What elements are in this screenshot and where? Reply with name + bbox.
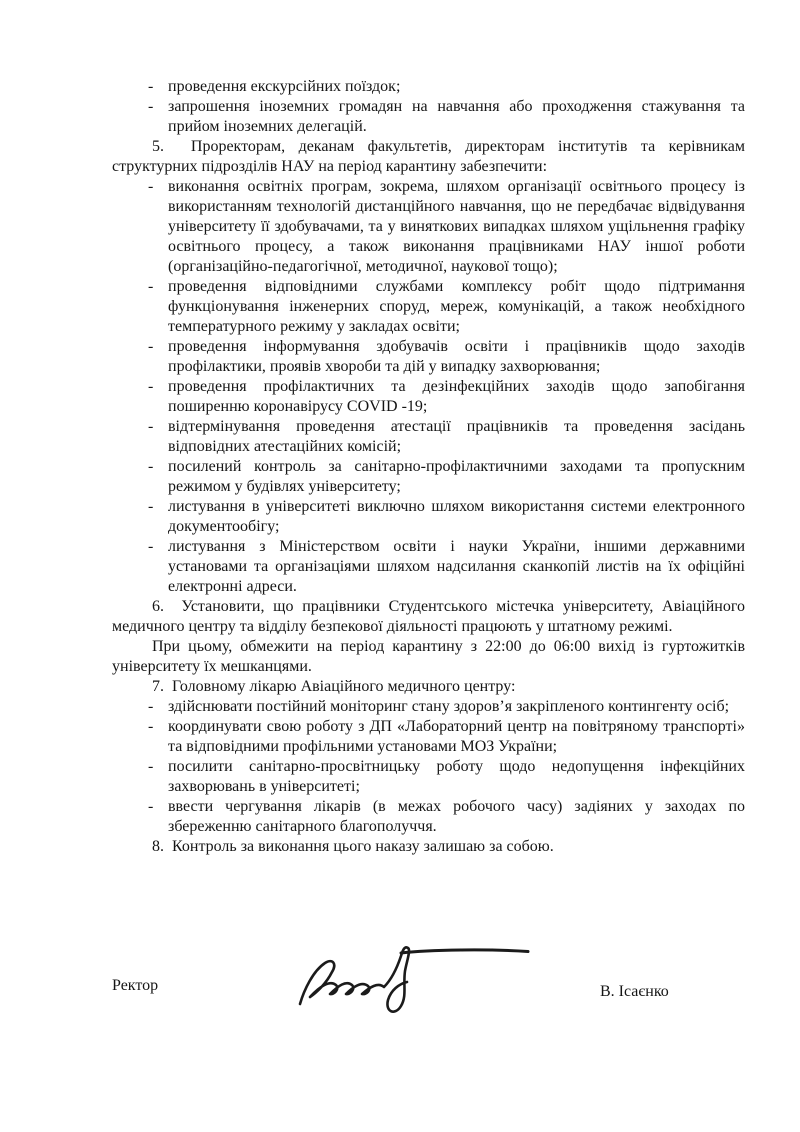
bullet-dash: - — [148, 718, 154, 735]
bullet-dash: - — [148, 698, 154, 715]
list-item — [112, 497, 745, 537]
paragraph: При цьому, обмежити на період карантину з 22:00 до 06:00 вихід із гуртожитків університету їх мешканцями. — [112, 638, 745, 675]
list-item — [112, 97, 745, 137]
bullet-dash: - — [148, 378, 154, 395]
list-item-text: проведення відповідними службами комплексу робіт щодо підтримання функціонування інженерних споруд, мереж, комунікацій, а також необхідного температурного режиму у закладах освіти; — [168, 278, 745, 335]
list-item — [112, 457, 745, 497]
signer-name: В. Ісаєнко — [600, 983, 669, 1000]
signature-block — [112, 938, 745, 1030]
list-item-text: листування з Міністерством освіти і науки України, іншими державними установами та організаціями шляхом надсилання сканкопій листів на їх офіційні електронні адреси. — [168, 538, 745, 595]
document-body — [112, 77, 745, 857]
paragraph: 8. Контроль за виконання цього наказу залишаю за собою. — [152, 838, 554, 855]
list-item-text: запрошення іноземних громадян на навчання або проходження стажування та прийом іноземних делегацій. — [168, 98, 745, 135]
bullet-dash: - — [148, 178, 154, 195]
list-item-text: проведення профілактичних та дезінфекційних заходів щодо запобігання поширенню коронавірусу COVID -19; — [168, 378, 745, 415]
list-item — [112, 757, 745, 797]
bullet-dash: - — [148, 498, 154, 515]
bullet-dash: - — [148, 278, 154, 295]
list-item — [112, 797, 745, 837]
list-item-text: посилений контроль за санітарно-профілактичними заходами та пропускним режимом у будівлях університету; — [168, 458, 745, 495]
list-item — [112, 697, 745, 717]
paragraph: 7. Головному лікарю Авіаційного медичного центру: — [152, 678, 516, 695]
list-item — [112, 277, 745, 337]
bullet-dash: - — [148, 458, 154, 475]
bullet-dash: - — [148, 798, 154, 815]
list-item — [112, 337, 745, 377]
list-item — [112, 417, 745, 457]
bullet-dash: - — [148, 758, 154, 775]
list-item-text: проведення інформування здобувачів освіти і працівників щодо заходів профілактики, проявів хвороби та дій у випадку захворювання; — [168, 338, 745, 375]
bullet-dash: - — [148, 538, 154, 555]
list-item-text: виконання освітніх програм, зокрема, шляхом організації освітнього процесу із використанням технологій дистанційного навчання, що не передбачає відвідування університету її здобувачами, та у виняткових випадках шляхом ущільнення графіку освітнього процесу, а також виконання працівниками НАУ іншої роботи (організаційно-педагогічної, методичної, наукової тощо); — [168, 178, 745, 275]
list-item-text: здійснювати постійний моніторинг стану здоров’я закріпленого контингенту осіб; — [168, 698, 730, 715]
bullet-dash: - — [148, 98, 154, 115]
paragraph: 5. Проректорам, деканам факультетів, директорам інститутів та керівникам структурних підрозділів НАУ на період карантину забезпечити: — [112, 138, 745, 175]
list-item-text: посилити санітарно-просвітницьку роботу щодо недопущення інфекційних захворювань в університеті; — [168, 758, 745, 795]
list-item — [112, 177, 745, 277]
signer-role-label: Ректор — [112, 977, 159, 994]
list-item-text: ввести чергування лікарів (в межах робочого часу) задіяних у заходах по збереженню санітарного благополуччя. — [168, 798, 745, 835]
list-item — [112, 77, 745, 97]
bullet-dash: - — [148, 338, 154, 355]
list-item-text: відтермінування проведення атестації працівників та проведення засідань відповідних атестаційних комісій; — [168, 418, 745, 455]
list-item — [112, 377, 745, 417]
bullet-dash: - — [148, 418, 154, 435]
bullet-dash: - — [148, 78, 154, 95]
list-item-text: проведення екскурсійних поїздок; — [168, 78, 401, 95]
list-item-text: листування в університеті виключно шляхом використання системи електронного документообігу; — [168, 498, 745, 535]
handwritten-signature-icon — [290, 940, 535, 1025]
list-item — [112, 717, 745, 757]
paragraph: 6. Установити, що працівники Студентського містечка університету, Авіаційного медичного центру та відділу безпекової діяльності працюють у штатному режимі. — [112, 598, 745, 635]
list-item — [112, 537, 745, 597]
list-item-text: координувати свою роботу з ДП «Лабораторний центр на повітряному транспорті» та відповідними профільними установами МОЗ України; — [168, 718, 745, 755]
